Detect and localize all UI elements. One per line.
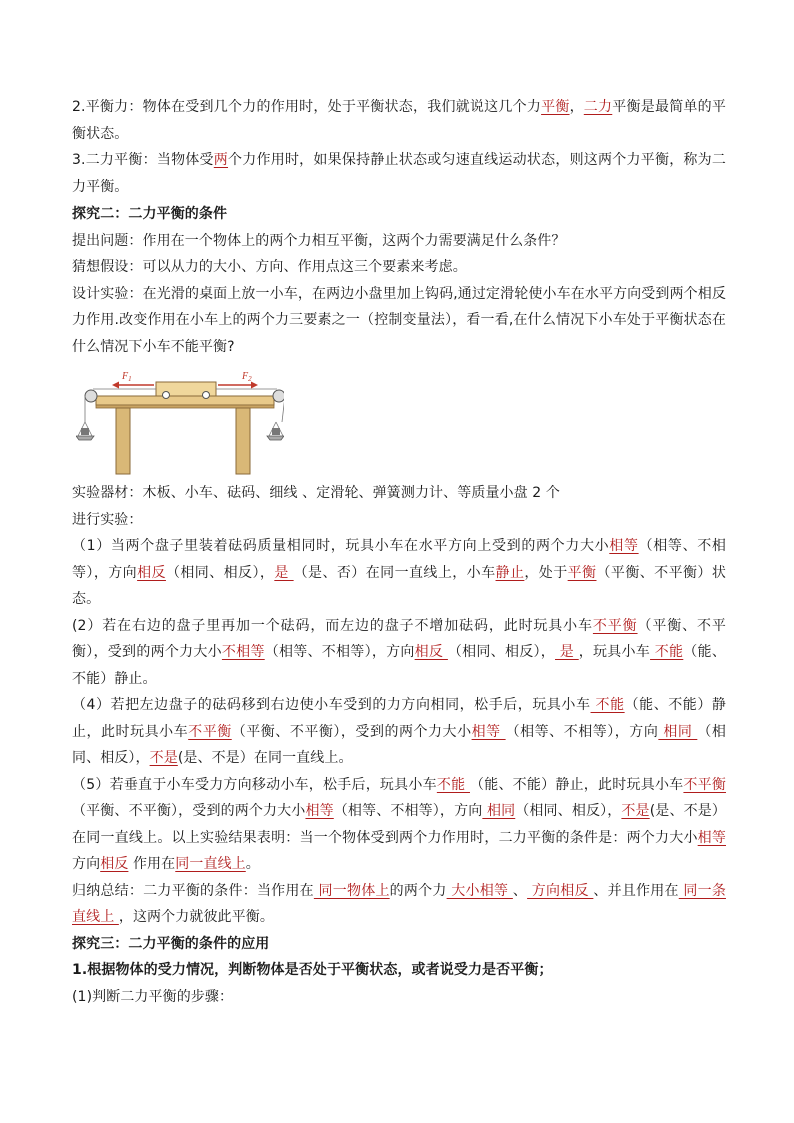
text: （能、不能）静止，此时玩具小车: [469, 776, 684, 793]
text: （相同、相反），: [72, 723, 726, 766]
paragraph-application-steps: (1)判断二力平衡的步骤：: [72, 988, 234, 1005]
answer-blank: 不能: [590, 697, 625, 713]
answer-blank: 同一条直线上: [72, 882, 726, 925]
answer-blank: 相反: [414, 644, 448, 660]
answer-blank: 方向相反: [527, 882, 594, 899]
text: 方向: [72, 856, 101, 872]
answer-blank: 不平衡: [592, 617, 638, 634]
section-heading-explore-2: 探究二：二力平衡的条件: [72, 206, 228, 222]
paragraph-summary: [72, 878, 726, 931]
text: 2.平衡力：物体在受到几个力的作用时，处于平衡状态，我们就说这几个力: [72, 99, 542, 115]
text: （能、不能）静止。: [72, 644, 726, 687]
text: （相同、相反），: [447, 644, 556, 660]
text: (2）若在右边的盘子里再加一个砝码，而左边的盘子不增加砝码，此时玩具小车: [72, 617, 593, 634]
text: (是、不是）在同一直线上。: [177, 750, 353, 766]
text: （平衡、不平衡），受到的两个力大小: [231, 723, 472, 740]
text: ，这两个力就彼此平衡。: [118, 909, 274, 925]
answer-blank: 相等: [471, 723, 506, 740]
answer-blank: 同一直线上: [175, 856, 246, 872]
text: 作用在: [128, 856, 176, 872]
answer-blank: 二力: [583, 99, 613, 115]
text: 3.二力平衡：当物体受: [72, 152, 214, 168]
text: 的两个力: [389, 882, 447, 899]
paragraph-question: 提出问题：作用在一个物体上的两个力相互平衡，这两个力需要满足什么条件？: [72, 232, 566, 249]
text: 归纳总结：二力平衡的条件：当作用在: [72, 882, 314, 899]
paragraph-hypothesis: 猜想假设：可以从力的大小、方向、作用点这三个要素来考虑。: [72, 259, 467, 275]
text: 1.根据物体的受力情况，判断物体是否处于平衡状态，或者说受力是否平衡；: [72, 962, 553, 978]
text: （平衡、不平衡），受到的两个力大小: [72, 803, 306, 819]
text: （平衡、不平衡）状态。: [72, 564, 726, 607]
paragraph-two-force-balance: [72, 147, 726, 200]
answer-blank: 不平衡: [188, 723, 232, 740]
text: （相同、相反），: [165, 564, 275, 581]
text: 、: [512, 882, 528, 899]
text: ，处于: [524, 564, 568, 581]
paragraph-application-1: [72, 957, 726, 984]
answer-blank: 不能: [436, 776, 470, 793]
text: 平衡是最简单的平衡状态。: [72, 99, 726, 142]
text: （1）当两个盘子里装着砝码质量相同时，玩具小车在水平方向上受到的两个力大小: [72, 538, 610, 554]
answer-blank: 相同: [482, 803, 516, 819]
answer-blank: 不是: [149, 750, 178, 766]
experiment-figure: [76, 366, 284, 476]
text: ，: [569, 99, 584, 115]
text: 。: [245, 856, 260, 872]
answer-blank: 是: [274, 564, 294, 581]
force-label-f1: $F_1$: [122, 371, 132, 383]
text: （相等、不相等），方向: [264, 644, 415, 660]
paragraph-step-4: [72, 692, 726, 772]
force-label-f2: $F_2$: [242, 371, 252, 383]
section-heading-explore-3: 探究三：二力平衡的条件的应用: [72, 935, 270, 952]
text: (是、不是）在同一直线上。以上实验结果表明：当一个物体受到两个力作用时，二力平衡的条件是：两个力大小: [72, 803, 726, 846]
answer-blank: 不平衡: [683, 776, 726, 793]
answer-blank: 平衡: [541, 99, 570, 115]
text: （是、否）在同一直线上，小车: [293, 564, 496, 581]
paragraph-proceed: 进行实验：: [72, 511, 143, 528]
answer-blank: 相等: [305, 803, 334, 819]
paragraph-step-1: [72, 533, 726, 613]
answer-blank: 平衡: [567, 564, 597, 581]
text: 个力作用时，如果保持静止状态或匀速直线运动状态，则这两个力平衡，称为二力平衡。: [72, 152, 726, 195]
text: （4）若把左边盘子的砝码移到右边使小车受到的力方向相同，松手后，玩具小车: [72, 697, 591, 713]
paragraph-balanced-force: [72, 94, 726, 147]
text: （相等、不相等），方向: [505, 723, 659, 740]
text: （平衡、不平衡），受到的两个力大小: [72, 617, 726, 660]
paragraph-step-2: [72, 613, 726, 693]
text: （能、不能）静止，此时玩具小车: [72, 697, 726, 740]
answer-blank: 相等: [697, 829, 726, 846]
text: （相等、不相等），方向: [333, 803, 483, 819]
document-page: [72, 94, 726, 1010]
text: ，玩具小车: [578, 644, 651, 660]
answer-blank: 不能: [650, 644, 684, 660]
paragraph-step-5: [72, 772, 726, 878]
answer-blank: 不是: [621, 803, 650, 819]
text: （相等、不相等），方向: [72, 538, 727, 581]
answer-blank: 两: [213, 152, 229, 168]
answer-blank: 相同: [658, 723, 698, 740]
text: 、并且作用在: [593, 882, 679, 899]
answer-blank: 不相等: [221, 644, 265, 660]
answer-blank: 是: [555, 644, 579, 660]
text: （相同、相反），: [515, 803, 622, 819]
answer-blank: 同一物体上: [313, 882, 390, 899]
answer-blank: 相等: [609, 538, 639, 554]
answer-blank: 相反: [137, 564, 166, 581]
answer-blank: 静止: [495, 564, 525, 581]
paragraph-experiment-design: 设计实验：在光滑的桌面上放一小车，在两边小盘里加上钩码,通过定滑轮使小车在水平方向受到两个相反力作用.改变作用在小车上的两个力三要素之一（控制变量法），看一看,在什么情况下小车处于平衡状态在什么情况下小车不能平衡?: [72, 285, 726, 355]
text: （5）若垂直于小车受力方向移动小车，松手后，玩具小车: [72, 776, 437, 793]
paragraph-materials: 实验器材：木板、小车、砝码、细线 、定滑轮、弹簧测力计、等质量小盘 2 个: [72, 485, 560, 501]
answer-blank: 大小相等: [446, 882, 513, 899]
answer-blank: 相反: [100, 856, 129, 872]
